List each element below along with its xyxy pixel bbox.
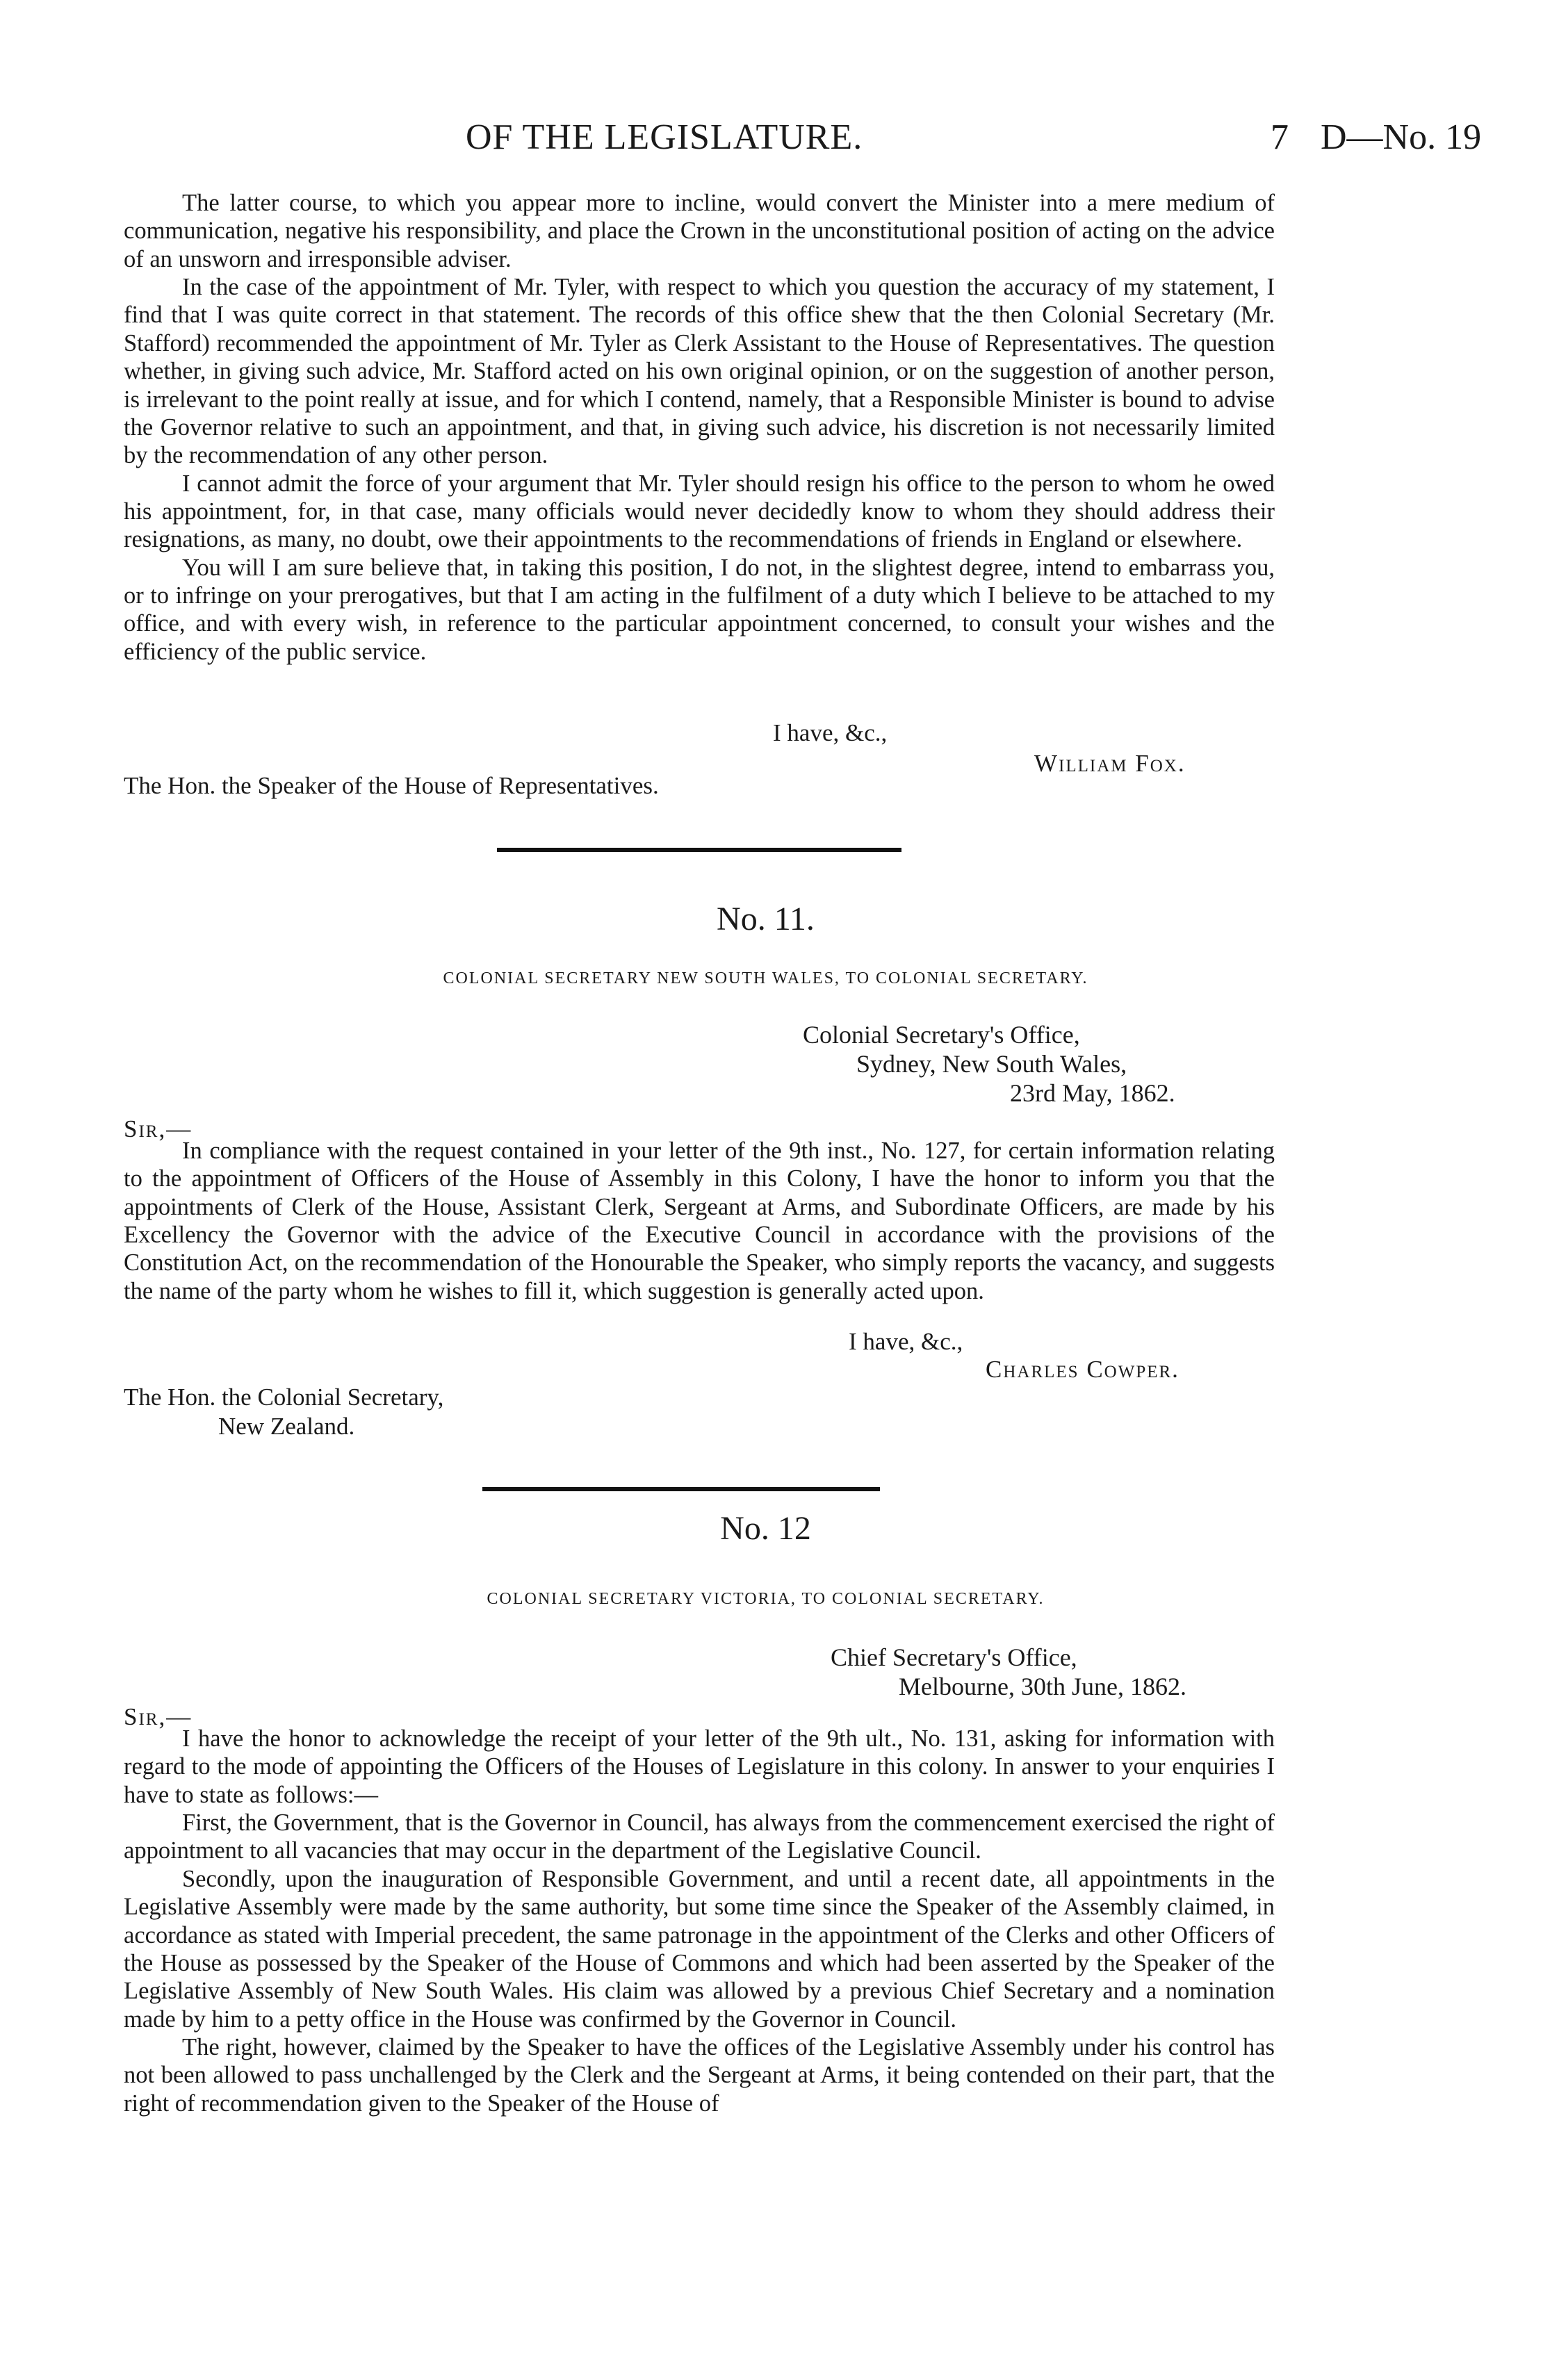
letter10-signature: William Fox. — [1034, 750, 1186, 777]
letter11-body — [124, 1137, 1275, 1305]
letter11-address-line-2: Sydney, New South Wales, — [856, 1050, 1127, 1078]
paragraph: Secondly, upon the inauguration of Responsible Government, and until a recent date, all appointments in the Legislative Assembly were made by the same authority, but some time since the Speaker of the Assembly claimed, in accordance as stated with Imperial precedent, the same patronage in the appointment of the Clerks and other Officers of the House as possessed by the Speaker of the House of Commons and which had been asserted by the Speaker of the Legislative Assembly of New South Wales. His claim was allowed by a previous Chief Secretary and a nomination made by him to a petty office in the House was confirmed by the Governor in Council. — [124, 1865, 1275, 2033]
letter11-signature: Charles Cowper. — [986, 1356, 1180, 1383]
letter11-caption: COLONIAL SECRETARY NEW SOUTH WALES, TO COLONIAL SECRETARY. — [443, 969, 1088, 987]
letter12-address-line-2: Melbourne, 30th June, 1862. — [899, 1673, 1186, 1700]
letter12-number: No. 12 — [720, 1510, 811, 1547]
letter11-salutation: Sir,— — [124, 1115, 193, 1142]
letter10-addressee: The Hon. the Speaker of the House of Representatives. — [124, 772, 659, 799]
section-divider — [497, 848, 901, 852]
paragraph: The latter course, to which you appear more to incline, would convert the Minister into a mere medium of communication, negative his responsibility, and place the Crown in the unconstitutional position of acting on the advice of an unsworn and irresponsible adviser. — [124, 190, 1275, 272]
header-title: OF THE LEGISLATURE. — [466, 117, 863, 157]
letter11-number: No. 11. — [717, 901, 815, 937]
letter11-address-line-1: Colonial Secretary's Office, — [803, 1021, 1080, 1049]
paragraph: I have the honor to acknowledge the receipt of your letter of the 9th ult., No. 131, asking for information with regard to the mode of appointing the Officers of the Houses of Legislature in this colony. In answer to your enquiries I have to state as follows:— — [124, 1725, 1275, 1808]
running-header — [0, 117, 1559, 165]
letter11-addressee-line-1: The Hon. the Colonial Secretary, — [124, 1384, 444, 1411]
letter12-caption: COLONIAL SECRETARY VICTORIA, TO COLONIAL SECRETARY. — [487, 1590, 1045, 1608]
paragraph: In compliance with the request contained in your letter of the 9th inst., No. 127, for certain information relating to the appointment of Officers of the House of Assembly in this Colony, I have the honor to inform you that the appointments of Clerk of the House, Assistant Clerk, Sergeant at Arms, and Subordinate Officers, are made by his Excellency the Governor with the advice of the Executive Council in accordance with the provisions of the Constitution Act, on the recommendation of the Honourable the Speaker, who simply reports the vacancy, and suggests the name of the party whom he wishes to fill it, which suggestion is generally acted upon. — [124, 1138, 1275, 1304]
paragraph: I cannot admit the force of your argument that Mr. Tyler should resign his office to the person to whom he owed his appointment, for, in that case, many officials would never decidedly know to whom they should address their resignations, as many, no doubt, owe their appointments to the recommendations of friends in England or elsewhere. — [124, 470, 1275, 553]
document-reference: D—No. 19 — [1321, 117, 1482, 157]
paragraph: First, the Government, that is the Governor in Council, has always from the commencement exercised the right of appointment to all vacancies that may occur in the department of the Legislative Council. — [124, 1809, 1275, 1864]
letter12-body — [124, 1725, 1275, 2117]
paragraph: The right, however, claimed by the Speaker to have the offices of the Legislative Assembly under his control has not been allowed to pass unchallenged by the Clerk and the Sergeant at Arms, it being contended on their part, that the right of recommendation given to the Speaker of the House of — [124, 2033, 1275, 2117]
page-number: 7 — [1271, 117, 1289, 157]
letter10-body — [124, 189, 1275, 666]
letter12-salutation: Sir,— — [124, 1703, 193, 1730]
paragraph: In the case of the appointment of Mr. Tyler, with respect to which you question the accuracy of my statement, I find that I was quite correct in that statement. The records of this office shew that the then Colonial Secretary (Mr. Stafford) recommended the appointment of Mr. Tyler as Clerk Assistant to the House of Representatives. The question whether, in giving such advice, Mr. Stafford acted on his own original opinion, or on the suggestion of another person, is irrelevant to the point really at issue, and for which I contend, namely, that a Responsible Minister is bound to advise the Governor relative to such an appointment, and that, in giving such advice, his discretion is not necessarily limited by the recommendation of any other person. — [124, 274, 1275, 469]
letter11-address-line-3: 23rd May, 1862. — [1010, 1079, 1175, 1107]
letter10-closing: I have, &c., — [773, 719, 888, 746]
letter11-closing: I have, &c., — [849, 1328, 963, 1355]
letter11-addressee-line-2: New Zealand. — [218, 1413, 355, 1440]
paragraph: You will I am sure believe that, in taking this position, I do not, in the slightest degree, intend to embarrass you, or to infringe on your prerogatives, but that I am acting in the fulfilment of a duty which I believe to be attached to my office, and with every wish, in reference to the particular appointment concerned, to consult your wishes and the efficiency of the public service. — [124, 554, 1275, 665]
section-divider — [482, 1487, 880, 1491]
letter12-address-line-1: Chief Secretary's Office, — [831, 1643, 1077, 1671]
